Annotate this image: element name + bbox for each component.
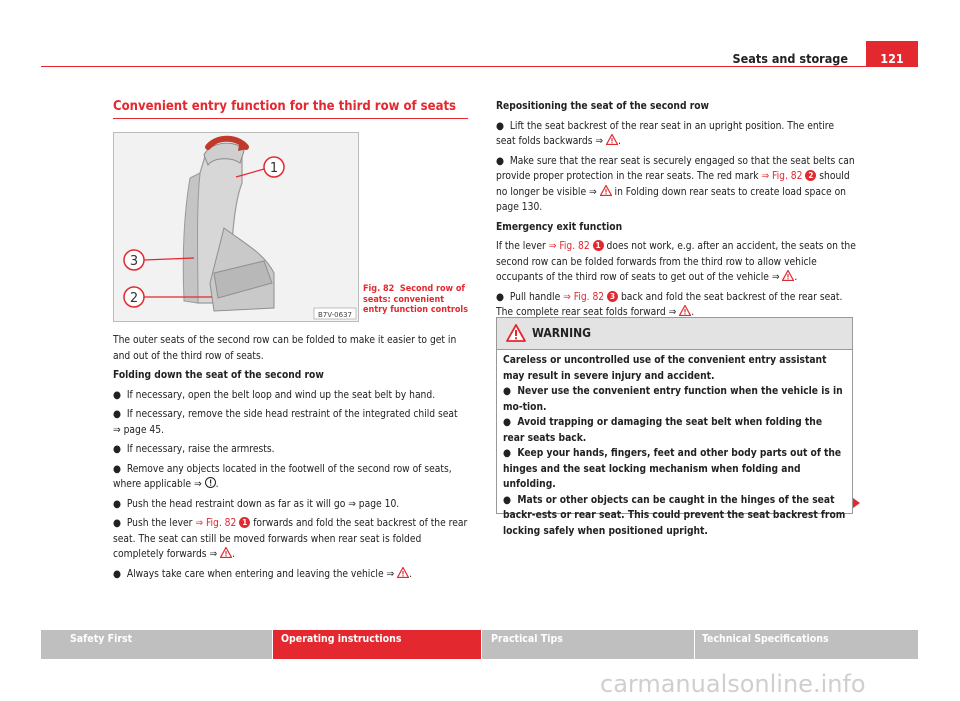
bullet-2: ● If necessary, remove the side head restraint of the integrated child seat ⇒ page 45.: [113, 409, 458, 436]
right-bullet-2-text-3: in Folding down rear seats to create load space on page 130.: [496, 186, 846, 213]
bullet-2-text: If necessary, remove the side head restraint of the integrated child seat: [126, 409, 458, 420]
emergency-paragraph: [496, 239, 856, 286]
warning-triangle-icon[interactable]: [782, 270, 794, 281]
bullet-2-pageref[interactable]: ⇒ page 45.: [113, 424, 164, 436]
right-bullet-3: ● Pull handle ⇒ Fig. 82 3 back and fold the seat backrest of the rear seat. The complete rear seat folds forward ⇒ .: [496, 291, 843, 318]
warning-item: ● Never use the convenient entry function when the vehicle is in mo-tion.: [503, 386, 843, 413]
header-rule: [41, 66, 918, 67]
emergency-text: If the lever: [496, 241, 546, 252]
bullet-4-text: Remove any objects located in the footwell of the second row of seats, where applicable ⇒: [113, 463, 452, 490]
bullet-5-text: Push the head restraint down as far as it will go ⇒ page 10.: [126, 498, 400, 510]
figure-caption: [363, 284, 468, 316]
repositioning-heading: Repositioning the seat of the second row: [496, 101, 709, 112]
right-bullet-3-text: Pull handle: [509, 291, 561, 303]
footer-tab-safety-first[interactable]: Safety First: [41, 630, 272, 659]
bullet-5: ● Push the head restraint down as far as it will go ⇒ page 10.: [113, 498, 400, 510]
emergency-figref[interactable]: ⇒ Fig. 82: [548, 241, 590, 252]
bullet-6-text: Push the lever: [126, 518, 193, 529]
right-bullet-3-callout: 3: [607, 291, 618, 302]
caption-text: Second row of seats: convenient entry function controls: [363, 284, 469, 315]
right-column: [496, 99, 856, 325]
right-bullet-3-figref[interactable]: ⇒ Fig. 82: [563, 291, 605, 303]
bullet-7: ● Always take care when entering and leaving the vehicle ⇒ .: [113, 568, 413, 580]
emergency-end: .: [794, 272, 798, 283]
warning-triangle-icon[interactable]: [606, 134, 618, 145]
page-number: 121: [866, 41, 918, 67]
right-bullet-1-text: Lift the seat backrest of the rear seat in an upright position. The entire seat folds backwards ⇒: [496, 120, 834, 147]
warning-title: WARNING: [532, 326, 591, 340]
warning-body: [497, 350, 852, 539]
warning-triangle-icon[interactable]: [397, 567, 409, 578]
running-header-title: Seats and storage: [732, 51, 848, 66]
seat-illustration: [114, 133, 358, 321]
section-title: Convenient entry function for the third row of seats: [113, 99, 457, 114]
bullet-6-text-2: forwards and fold the seat backrest of the rear seat. The seat can still be moved forwards when rear seat is folded completely forwards ⇒: [113, 518, 468, 560]
caption-label: Fig. 82: [363, 284, 395, 294]
bullet-3-text: If necessary, raise the armrests.: [126, 444, 275, 455]
footer-tab-practical-tips[interactable]: Practical Tips: [482, 630, 694, 659]
figure-82: [113, 132, 359, 322]
note-icon[interactable]: [205, 477, 216, 488]
warning-box: [496, 317, 853, 537]
warning-item: ● Avoid trapping or damaging the seat belt when folding the rear seats back.: [503, 417, 823, 444]
right-bullet-3-end: .: [691, 307, 695, 318]
right-bullet-3-text-2: back and fold the seat backrest of the rear seat. The complete rear seat folds forward ⇒: [496, 291, 843, 318]
right-bullet-2-figref[interactable]: ⇒ Fig. 82: [761, 171, 803, 182]
warning-triangle-icon[interactable]: [600, 185, 612, 196]
warning-triangle-icon[interactable]: [679, 305, 691, 316]
callout-3-label: 3: [129, 254, 139, 269]
bullet-4-end: .: [215, 479, 219, 490]
callout-2-label: 2: [129, 291, 139, 306]
bullet-7-end: .: [409, 568, 413, 580]
right-bullet-2-text-2: should no longer be visible ⇒: [496, 171, 850, 198]
bullet-7-text: Always take care when entering and leaving the vehicle ⇒: [126, 568, 395, 580]
footer-tab-operating-instructions[interactable]: Operating instructions: [273, 630, 481, 659]
right-bullet-1-end: .: [618, 136, 621, 147]
section-rule: [113, 118, 468, 119]
intro-paragraph: The outer seats of the second row can be folded to make it easier to get in and out of the third row of seats.: [113, 335, 457, 362]
warning-item: ● Keep your hands, fingers, feet and other body parts out of the hinges and the seat locking mechanism when folding and unfolding.: [503, 448, 842, 490]
warning-item-text: Avoid trapping or damaging the seat belt when folding the rear seats back.: [503, 417, 823, 444]
warning-item: ● Mats or other objects can be caught in the hinges of the seat backr-ests or rear seat. This could prevent the seat backrest from locking safely when positioned upright.: [503, 494, 846, 537]
bullet-1: ● If necessary, open the belt loop and wind up the seat belt by hand.: [113, 389, 436, 401]
bullet-1-text: If necessary, open the belt loop and wind up the seat belt by hand.: [126, 389, 436, 401]
continue-arrow-icon: [853, 498, 860, 508]
bullet-3: ● If necessary, raise the armrests.: [113, 444, 275, 455]
figure-code: B7V-0637: [318, 311, 352, 319]
warning-item-text: Keep your hands, fingers, feet and other body parts out of the hinges and the seat locking mechanism when folding and unfolding.: [503, 448, 842, 490]
left-column: [113, 333, 468, 586]
watermark: carmanualsonline.info: [600, 670, 866, 698]
bullet-6: ● Push the lever ⇒ Fig. 82 1 forwards and fold the seat backrest of the rear seat. The seat can still be moved forwards when rear seat is folded completely forwards ⇒ .: [113, 518, 468, 560]
emergency-text-2: does not work, e.g. after an accident, the seats on the second row can be folded forwards from the third row to allow vehicle occupants of the third row of seats to get out of the vehicle ⇒: [496, 241, 856, 283]
folding-heading: Folding down the seat of the second row: [113, 370, 324, 381]
warning-intro: Careless or uncontrolled use of the convenient entry assistant may result in severe injury and accident.: [503, 355, 827, 382]
emergency-callout: 1: [593, 240, 604, 251]
bullet-6-figref[interactable]: ⇒ Fig. 82: [195, 518, 237, 529]
warning-icon: [506, 324, 526, 342]
bullet-4: ● Remove any objects located in the footwell of the second row of seats, where applicable ⇒ .: [113, 463, 452, 490]
emergency-heading: Emergency exit function: [496, 221, 623, 233]
bullet-6-callout: 1: [239, 517, 250, 528]
right-bullet-2: ● Make sure that the rear seat is securely engaged so that the seat belts can provide proper protection in the rear seats. The red mark ⇒ Fig. 82 2 should no longer be visible ⇒ in Folding down rear seats to create load space on page 130.: [496, 155, 855, 213]
right-bullet-1: ● Lift the seat backrest of the rear seat in an upright position. The entire seat folds backwards ⇒ .: [496, 120, 834, 147]
warning-item-text: Never use the convenient entry function when the vehicle is in mo-tion.: [503, 386, 843, 413]
footer-tab-technical-specifications[interactable]: Technical Specifications: [695, 630, 918, 659]
right-bullet-2-text: Make sure that the rear seat is securely engaged so that the seat belts can provide proper protection in the rear seats. The red mark: [496, 155, 855, 182]
right-bullet-2-callout: 2: [805, 170, 816, 181]
warning-triangle-icon[interactable]: [220, 547, 232, 558]
warning-header: [497, 318, 852, 350]
warning-item-text: Mats or other objects can be caught in the hinges of the seat backr-ests or rear seat. This could prevent the seat backrest from locking safely when positioned upright.: [503, 494, 846, 537]
callout-1-label: 1: [269, 161, 279, 176]
bullet-6-end: .: [232, 549, 236, 560]
